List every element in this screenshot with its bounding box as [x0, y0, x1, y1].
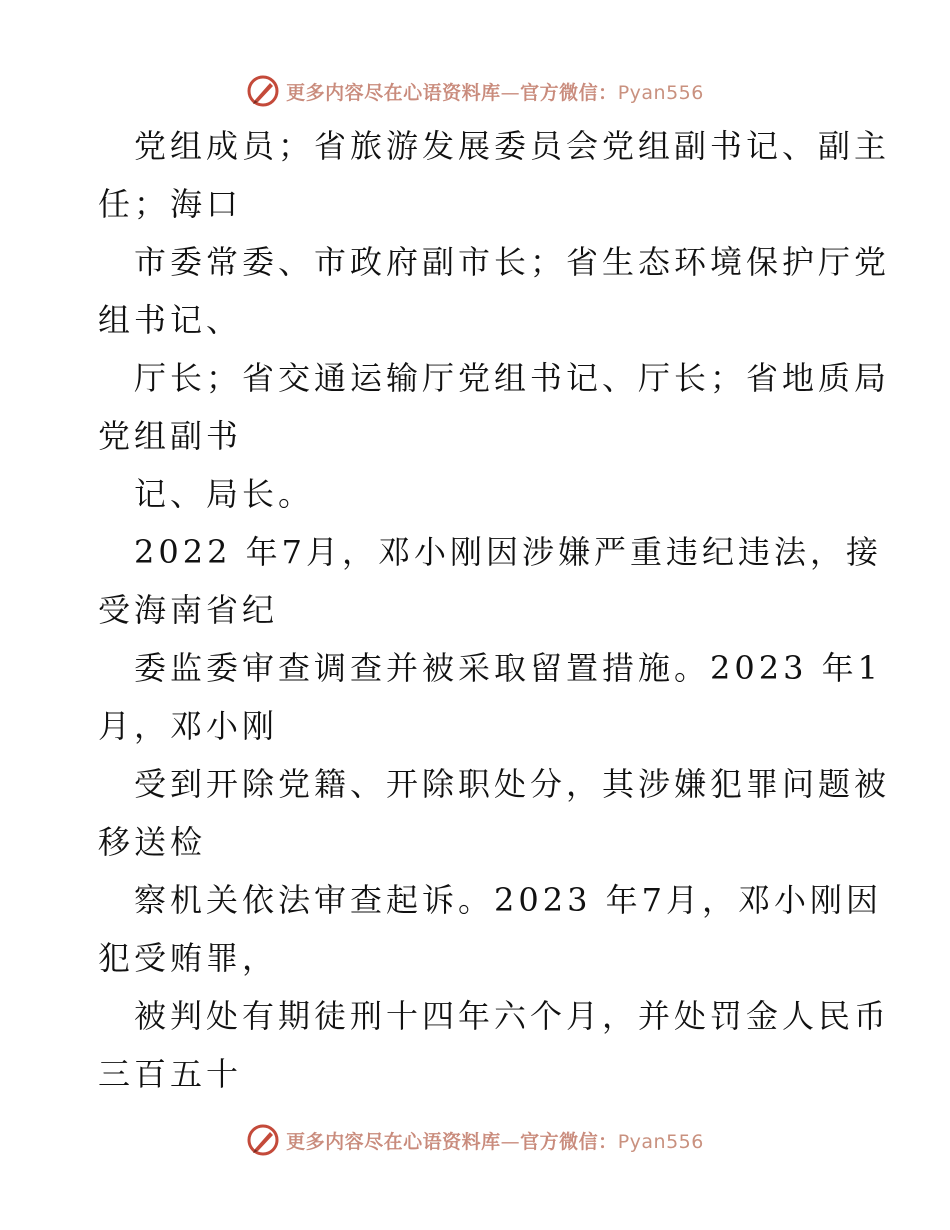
- pen-logo-icon: [246, 74, 280, 108]
- text-line: 任；海口: [98, 185, 243, 223]
- text-line: 委监委审查调查并被采取留置措施。2023 年1: [134, 649, 882, 687]
- text-line: 党组成员；省旅游发展委员会党组副书记、副主: [134, 127, 891, 165]
- text-line: 组书记、: [98, 301, 243, 339]
- watermark-text: 更多内容尽在心语资料库—官方微信：Pyan556: [286, 1130, 704, 1153]
- text-line: 三百五十: [98, 1055, 243, 1093]
- text-line: 2022 年7月，邓小刚因涉嫌严重违纪违法，接: [134, 533, 882, 571]
- footer-watermark: [0, 1120, 950, 1160]
- document-body: [98, 117, 891, 1103]
- text-line: 记、局长。: [134, 475, 315, 513]
- text-line: 受海南省纪: [98, 591, 279, 629]
- text-line: 党组副书: [98, 417, 243, 455]
- text-line: 月，邓小刚: [98, 707, 279, 745]
- text-line: 察机关依法审查起诉。2023 年7月，邓小刚因: [134, 881, 882, 919]
- watermark-handle: Pyan556: [617, 81, 704, 104]
- pen-logo-icon: [246, 1123, 280, 1157]
- text-line: 被判处有期徒刑十四年六个月，并处罚金人民币: [134, 997, 891, 1035]
- text-line: 犯受贿罪，: [98, 939, 279, 977]
- text-line: 市委常委、市政府副市长；省生态环境保护厅党: [134, 243, 891, 281]
- text-line: 厅长；省交通运输厅党组书记、厅长；省地质局: [134, 359, 891, 397]
- watermark-handle: Pyan556: [617, 1130, 704, 1153]
- header-watermark: [0, 71, 950, 111]
- text-line: 受到开除党籍、开除职处分，其涉嫌犯罪问题被: [134, 765, 891, 803]
- watermark-text: 更多内容尽在心语资料库—官方微信：Pyan556: [286, 81, 704, 104]
- text-line: 移送检: [98, 823, 207, 861]
